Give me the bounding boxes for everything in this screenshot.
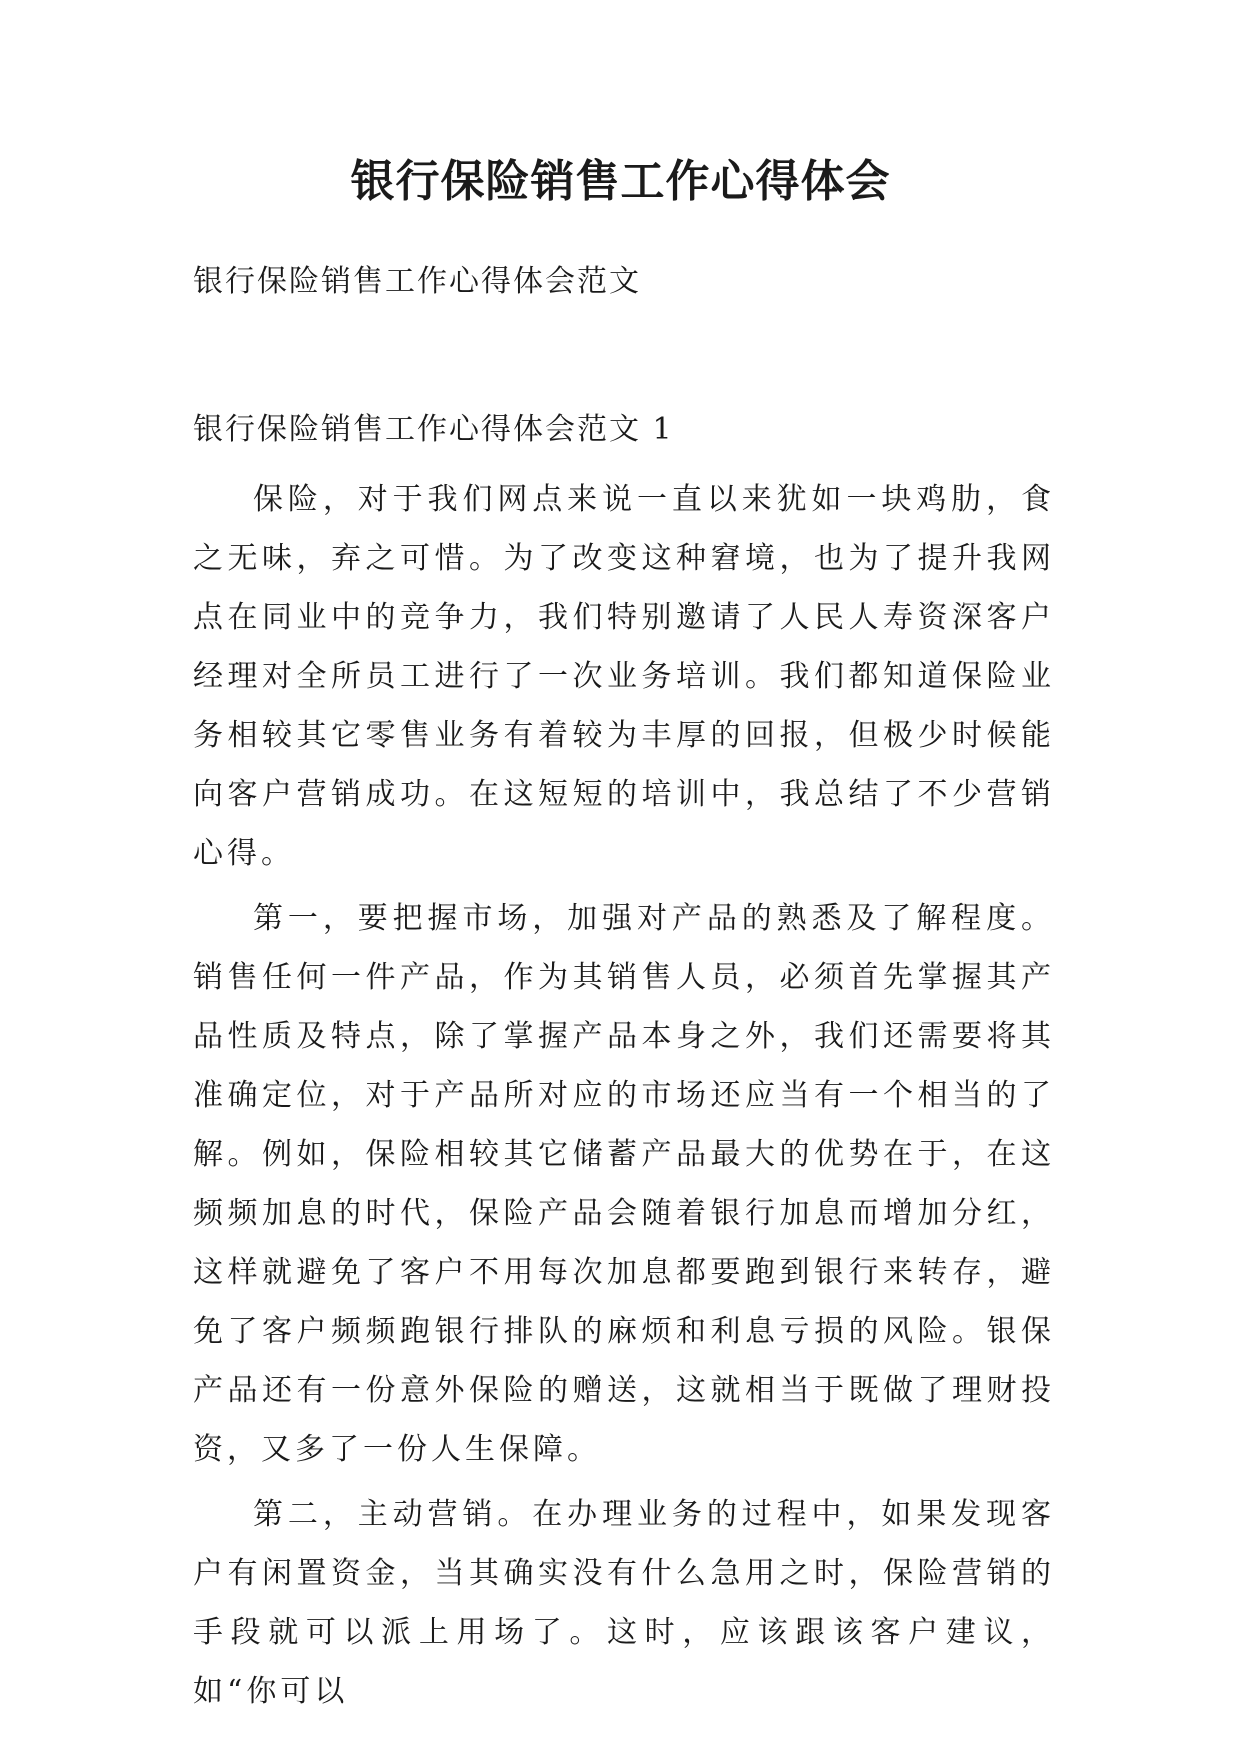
document-subtitle: 银行保险销售工作心得体会范文 bbox=[193, 264, 641, 299]
paragraph: 第二，主动营销。在办理业务的过程中，如果发现客户有闲置资金，当其确实没有什么急用之时，保险营销的手段就可以派上用场了。这时，应该跟该客户建议，如“你可以 bbox=[193, 1497, 1055, 1709]
paragraph: 保险，对于我们网点来说一直以来犹如一块鸡肋，食之无味，弃之可惜。为了改变这种窘境，也为了提升我网点在同业中的竞争力，我们特别邀请了人民人寿资深客户经理对全所员工进行了一次业务培训。我们都知道保险业务相较其它零售业务有着较为丰厚的回报，但极少时候能向客户营销成功。在这短短的培训中，我总结了不少营销心得。 bbox=[193, 482, 1055, 871]
section-heading: 银行保险销售工作心得体会范文 1 bbox=[193, 412, 674, 447]
document-title: 银行保险销售工作心得体会 bbox=[350, 156, 891, 207]
paragraph: 第一，要把握市场，加强对产品的熟悉及了解程度。销售任何一件产品，作为其销售人员，必须首先掌握其产品性质及特点，除了掌握产品本身之外，我们还需要将其准确定位，对于产品所对应的市场还应当有一个相当的了解。例如，保险相较其它储蓄产品最大的优势在于，在这频频加息的时代，保险产品会随着银行加息而增加分红，这样就避免了客户不用每次加息都要跑到银行来转存，避免了客户频频跑银行排队的麻烦和利息亏损的风险。银保产品还有一份意外保险的赠送，这就相当于既做了理财投资，又多了一份人生保障。 bbox=[193, 901, 1055, 1467]
body-text bbox=[193, 470, 1055, 1727]
